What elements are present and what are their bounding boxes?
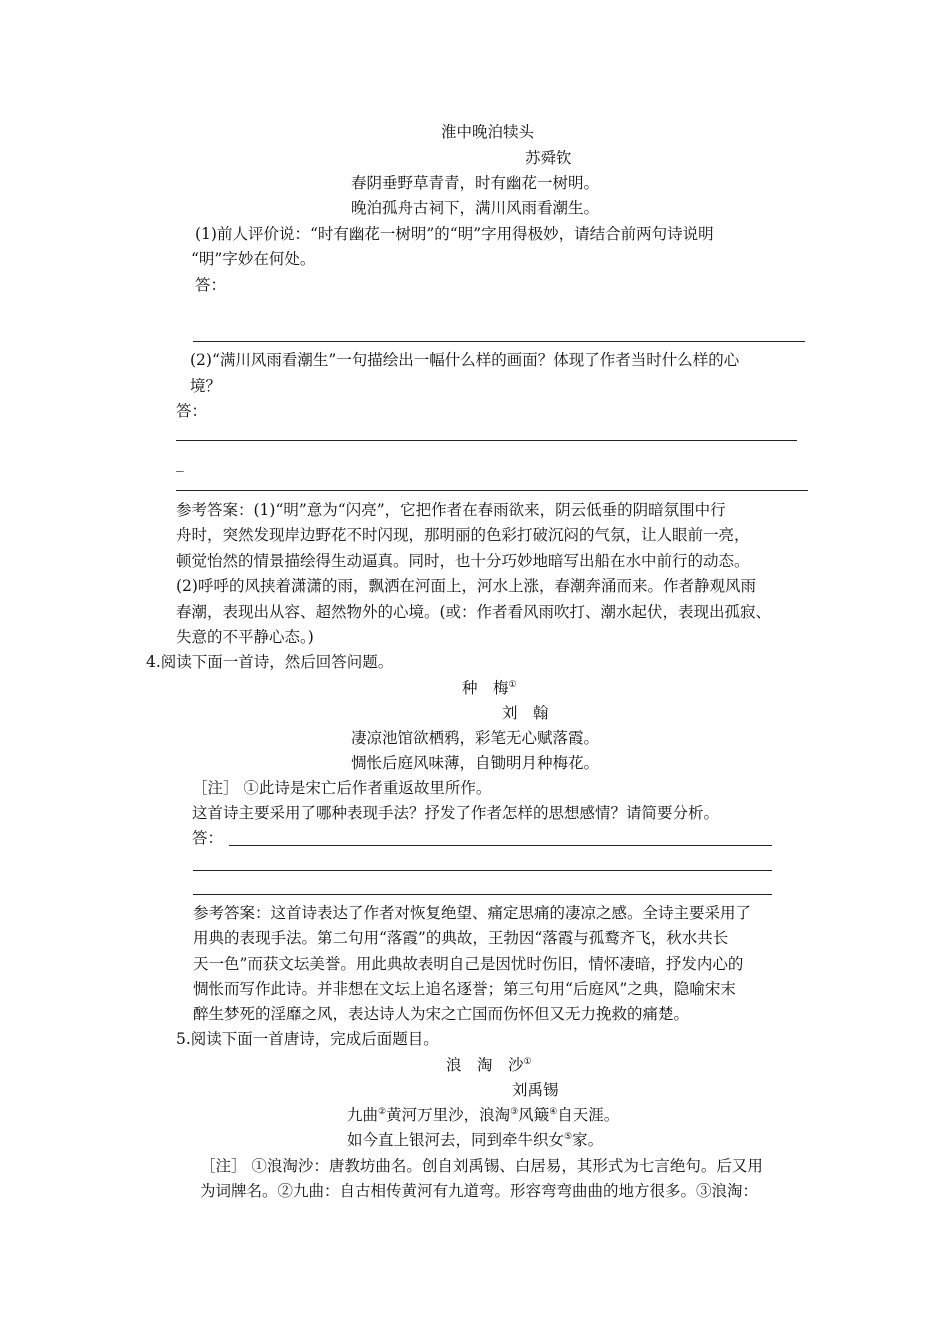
q4-title: 种 梅① [462, 679, 517, 697]
q2-answer-line-2[interactable] [176, 490, 808, 491]
q4-title-note: ① [508, 680, 517, 690]
q4-answer-line-1[interactable] [229, 845, 772, 846]
q5-note-b: 为词牌名。②九曲：自古相传黄河有九道弯。形容弯弯曲曲的地方很多。③浪淘： [200, 1182, 759, 1200]
q5-note-a: ［注］ ①浪淘沙：唐教坊曲名。创自刘禹锡、白居易，其形式为七言绝句。后又用 [200, 1157, 763, 1175]
ref1-line-3: 顿觉怡然的情景描绘得生动逼真。同时，也十分巧妙地暗写出船在水中前行的动态。 [176, 552, 750, 570]
q5-title: 浪 淘 沙① [446, 1056, 532, 1074]
q2-text-a: (2)“满川风雨看潮生”一句描绘出一幅什么样的画面？体现了作者当时什么样的心 [190, 351, 740, 369]
poem1-author: 苏舜钦 [525, 149, 572, 167]
ref1-line-1: 参考答案：(1)“明”意为“闪亮”，它把作者在春雨欲来，阴云低垂的阴暗氛围中行 [176, 501, 726, 519]
q4-ref-line-4: 惆怅而写作此诗。并非想在文坛上追名逐誉；第三句用“后庭风”之典，隐喻宋末 [193, 980, 736, 998]
q4-line1: 凄凉池馆欲栖鸦，彩笔无心赋落霞。 [350, 729, 599, 747]
q2-stray-mark: _ [176, 454, 184, 472]
q4-ref-line-2: 用典的表现手法。第二句用“落霞”的典故，王勃因“落霞与孤鹜齐飞，秋水共长 [193, 929, 729, 947]
q5-author: 刘禹锡 [512, 1081, 559, 1099]
q4-answer-line-3[interactable] [193, 894, 772, 895]
poem1-line1: 春阴垂野草青青，时有幽花一树明。 [350, 174, 599, 192]
ref1-line-2: 舟时，突然发现岸边野花不时闪现，那明丽的色彩打破沉闷的气氛，让人眼前一亮， [176, 526, 750, 544]
q4-ref-line-5: 醉生梦死的淫靡之风，表达诗人为宋之亡国而伤怀但又无力挽救的痛楚。 [193, 1005, 690, 1023]
ref1-line-5: 春潮，表现出从容、超然物外的心境。(或：作者看风雨吹打、潮水起伏，表现出孤寂、 [176, 603, 772, 621]
q4-answer-line-2[interactable] [193, 870, 772, 871]
q4-author: 刘 翰 [502, 704, 549, 722]
q1-answer-line[interactable] [193, 341, 805, 342]
q1-text-b: “明”字妙在何处。 [191, 250, 316, 268]
q2-answer-line-1[interactable] [176, 440, 797, 441]
q4-answer-label: 答： [192, 829, 224, 847]
q4-line2: 惆怅后庭风味薄，自锄明月种梅花。 [350, 754, 599, 772]
ref1-line-4: (2)呼呼的风挟着潇潇的雨，飘洒在河面上，河水上涨，春潮奔涌而来。作者静观风雨 [176, 577, 756, 595]
q4-ref-line-3: 天一色”而获文坛美誉。用此典故表明自己是因忧时伤旧，情怀凄暗，抒发内心的 [193, 955, 744, 973]
ref1-line-6: 失意的不平静心态。) [176, 628, 314, 646]
q4-heading: 4.阅读下面一首诗，然后回答问题。 [146, 653, 394, 671]
poem1-title: 淮中晚泊犊头 [441, 123, 535, 141]
q5-line2: 如今直上银河去，同到牵牛织女⑤家。 [347, 1131, 604, 1149]
q1-text-a: (1)前人评价说：“时有幽花一树明”的“明”字用得极妙，请结合前两句诗说明 [195, 225, 714, 243]
q4-note: ［注］ ①此诗是宋亡后作者重返故里所作。 [192, 779, 492, 797]
q4-ref-line-1: 参考答案：这首诗表达了作者对恢复绝望、痛定思痛的凄凉之感。全诗主要采用了 [193, 904, 752, 922]
q1-answer-label: 答： [195, 276, 227, 294]
q2-text-b: 境？ [190, 377, 222, 395]
q5-heading: 5.阅读下面一首唐诗，完成后面题目。 [176, 1030, 439, 1048]
poem1-line2: 晚泊孤舟古祠下，满川风雨看潮生。 [350, 199, 599, 217]
q4-question: 这首诗主要采用了哪种表现手法？抒发了作者怎样的思想感情？请简要分析。 [192, 804, 720, 822]
q5-line1: 九曲②黄河万里沙，浪淘③风簸④自天涯。 [347, 1106, 620, 1124]
q5-title-note: ① [523, 1057, 532, 1067]
q2-answer-label: 答： [176, 402, 208, 420]
